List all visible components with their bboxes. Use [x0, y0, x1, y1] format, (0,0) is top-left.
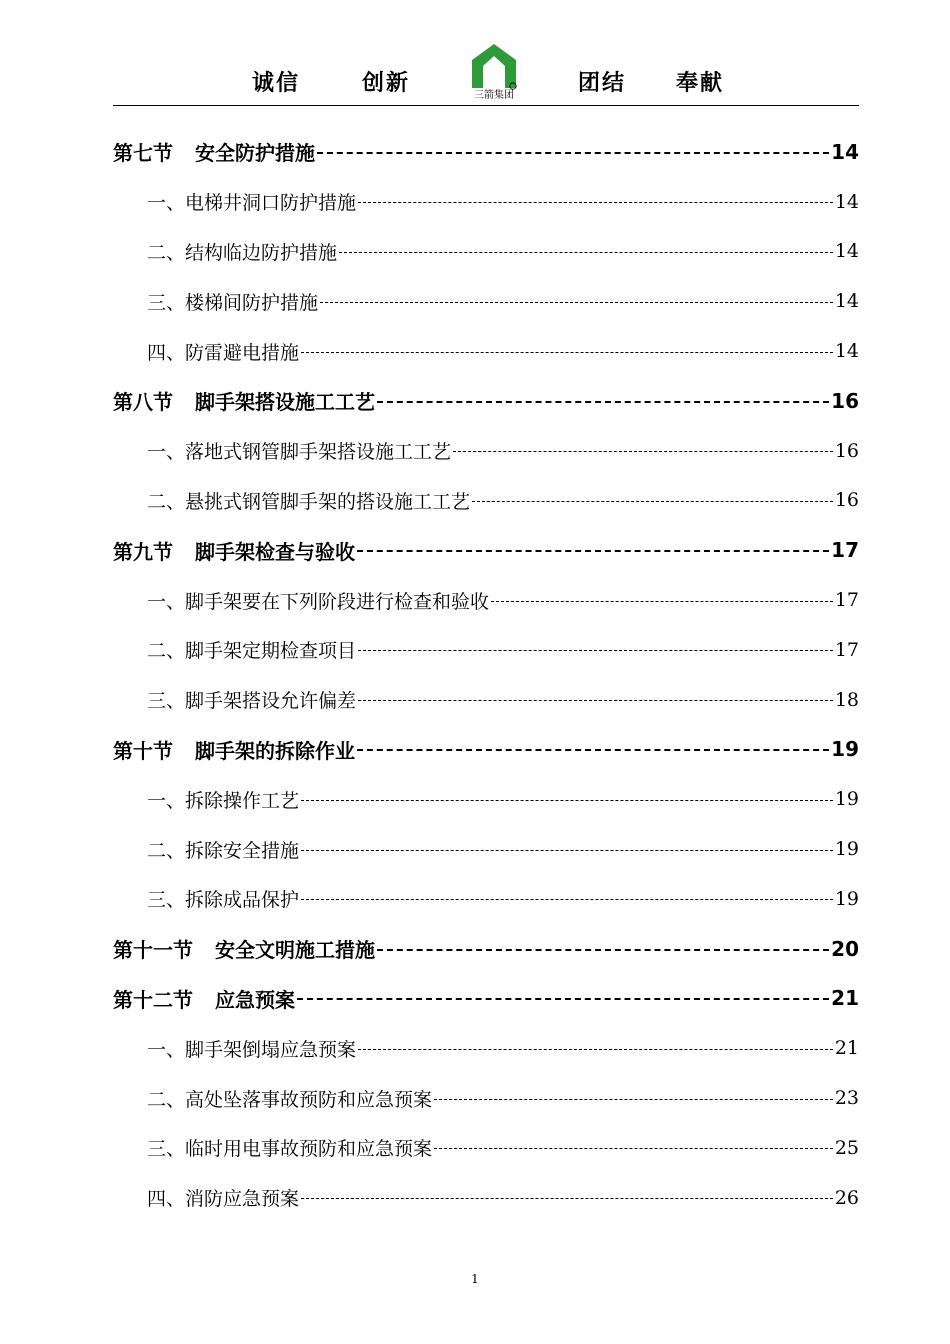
toc-entry-label	[113, 984, 295, 1013]
toc-entry-title: 三、临时用电事故预防和应急预案	[147, 1138, 433, 1161]
toc-page-number: 20	[831, 936, 859, 961]
toc-leader-line	[358, 1049, 833, 1050]
toc-subsection-entry[interactable]	[113, 276, 859, 326]
toc-page-number: 19	[831, 737, 859, 762]
toc-page-number: 21	[831, 986, 859, 1011]
toc-leader-line	[317, 152, 829, 154]
toc-entry-label	[147, 188, 356, 215]
toc-leader-line	[434, 1148, 833, 1149]
toc-entry-label	[113, 934, 375, 963]
toc-subsection-entry[interactable]	[113, 426, 859, 476]
toc-page-number: 21	[834, 1037, 859, 1060]
toc-entry-label	[147, 836, 299, 863]
toc-entry-title: 四、防雷避电措施	[147, 341, 300, 364]
header-divider	[113, 105, 859, 106]
toc-page-number: 16	[834, 489, 859, 512]
toc-entry-title: 三、楼梯间防护措施	[147, 291, 319, 314]
toc-subsection-entry[interactable]	[113, 1123, 859, 1173]
toc-subsection-entry[interactable]	[113, 625, 859, 675]
toc-leader-line	[358, 202, 833, 203]
toc-entry-label	[147, 636, 356, 663]
toc-page-number: 18	[834, 688, 859, 711]
toc-subsection-entry[interactable]	[113, 1073, 859, 1123]
toc-section-entry[interactable]	[113, 376, 859, 426]
toc-page-number: 14	[834, 190, 859, 213]
toc-page-number: 26	[834, 1186, 859, 1209]
toc-entry-title: 二、脚手架定期检查项目	[147, 640, 357, 663]
toc-entry-title: 脚手架的拆除作业	[195, 738, 355, 763]
toc-page-number: 14	[834, 240, 859, 263]
toc-leader-line	[301, 800, 833, 801]
toc-entry-title: 一、脚手架倒塌应急预案	[147, 1038, 357, 1061]
toc-page-number: 16	[831, 388, 859, 413]
page-header	[0, 0, 950, 110]
toc-subsection-entry[interactable]	[113, 774, 859, 824]
toc-page-number: 19	[834, 788, 859, 811]
toc-entry-title: 一、落地式钢管脚手架搭设施工工艺	[147, 441, 452, 464]
toc-section-entry[interactable]	[113, 725, 859, 775]
toc-leader-line	[357, 749, 829, 751]
page-number: 1	[471, 1272, 479, 1286]
toc-entry-label	[147, 686, 356, 713]
toc-section-entry[interactable]	[113, 924, 859, 974]
toc-section-entry[interactable]	[113, 127, 859, 177]
toc-leader-line	[297, 998, 829, 1000]
toc-subsection-entry[interactable]	[113, 476, 859, 526]
toc-section-number: 第八节	[113, 390, 173, 415]
toc-section-entry[interactable]	[113, 974, 859, 1024]
toc-entry-title: 应急预案	[215, 987, 295, 1012]
toc-page-number: 14	[834, 290, 859, 313]
toc-leader-line	[301, 899, 833, 900]
toc-section-number: 第九节	[113, 539, 173, 564]
toc-subsection-entry[interactable]	[113, 177, 859, 227]
toc-entry-label	[147, 288, 318, 315]
toc-entry-label	[147, 786, 299, 813]
toc-entry-label	[147, 437, 451, 464]
toc-leader-line	[453, 451, 833, 452]
toc-leader-line	[320, 302, 833, 303]
toc-entry-label	[113, 536, 355, 565]
toc-entry-title: 一、拆除操作工艺	[147, 789, 300, 812]
toc-page-number: 14	[834, 340, 859, 363]
toc-entry-label	[147, 338, 299, 365]
toc-page-number: 17	[834, 589, 859, 612]
toc-leader-line	[377, 949, 829, 951]
toc-entry-title: 二、高处坠落事故预防和应急预案	[147, 1088, 433, 1111]
toc-leader-line	[301, 1198, 833, 1199]
toc-entry-label	[147, 487, 470, 514]
motto-word-3: 团结	[578, 71, 627, 96]
toc-entry-title: 脚手架搭设施工工艺	[195, 390, 375, 415]
toc-page-number: 17	[831, 538, 859, 563]
motto-word-2: 创新	[362, 71, 411, 96]
toc-leader-line	[358, 700, 833, 701]
toc-page-number: 19	[834, 887, 859, 910]
toc-entry-title: 三、脚手架搭设允许偏差	[147, 690, 357, 713]
toc-entry-label	[147, 587, 489, 614]
toc-entry-title: 一、电梯井洞口防护措施	[147, 192, 357, 215]
toc-leader-line	[434, 1099, 833, 1100]
toc-subsection-entry[interactable]	[113, 824, 859, 874]
toc-entry-title: 脚手架检查与验收	[195, 539, 355, 564]
toc-leader-line	[357, 550, 829, 552]
toc-section-entry[interactable]	[113, 525, 859, 575]
toc-section-number: 第十二节	[113, 987, 193, 1012]
toc-subsection-entry[interactable]	[113, 326, 859, 376]
toc-leader-line	[339, 252, 833, 253]
toc-leader-line	[472, 501, 833, 502]
toc-subsection-entry[interactable]	[113, 227, 859, 277]
toc-page-number: 23	[834, 1087, 859, 1110]
motto-word-4: 奉献	[676, 71, 725, 96]
toc-entry-label	[147, 1035, 356, 1062]
toc-entry-title: 二、悬挑式钢管脚手架的搭设施工工艺	[147, 490, 471, 513]
toc-entry-label	[147, 238, 337, 265]
toc-leader-line	[491, 601, 833, 602]
toc-entry-label	[147, 1085, 432, 1112]
motto-word-1: 诚信	[252, 71, 301, 96]
toc-entry-label	[147, 885, 299, 912]
toc-subsection-entry[interactable]	[113, 1023, 859, 1073]
toc-entry-title: 安全文明施工措施	[215, 938, 375, 963]
toc-entry-title: 四、消防应急预案	[147, 1188, 300, 1211]
toc-page-number: 17	[834, 638, 859, 661]
toc-subsection-entry[interactable]	[113, 675, 859, 725]
table-of-contents	[113, 127, 859, 1223]
toc-section-number: 第七节	[113, 141, 173, 166]
toc-entry-label	[147, 1134, 432, 1161]
company-logo	[469, 42, 519, 102]
toc-subsection-entry[interactable]	[113, 1173, 859, 1223]
toc-entry-label	[113, 137, 315, 166]
toc-entry-title: 三、拆除成品保护	[147, 889, 300, 912]
toc-leader-line	[301, 352, 833, 353]
toc-entry-title: 安全防护措施	[195, 141, 315, 166]
toc-page-number: 16	[834, 439, 859, 462]
toc-page-number: 25	[834, 1136, 859, 1159]
toc-leader-line	[377, 401, 829, 403]
toc-entry-title: 一、脚手架要在下列阶段进行检查和验收	[147, 590, 490, 613]
toc-entry-label	[113, 735, 355, 764]
toc-page-number: 14	[831, 139, 859, 164]
logo-text: 三箭集团	[474, 90, 514, 101]
toc-entry-title: 二、拆除安全措施	[147, 839, 300, 862]
toc-section-number: 第十一节	[113, 938, 193, 963]
toc-entry-label	[113, 386, 375, 415]
toc-entry-title: 二、结构临边防护措施	[147, 241, 338, 264]
toc-section-number: 第十节	[113, 738, 173, 763]
toc-leader-line	[358, 650, 833, 651]
toc-subsection-entry[interactable]	[113, 575, 859, 625]
toc-page-number: 19	[834, 838, 859, 861]
toc-leader-line	[301, 850, 833, 851]
toc-entry-label	[147, 1184, 299, 1211]
house-logo-icon	[469, 42, 519, 90]
toc-subsection-entry[interactable]	[113, 874, 859, 924]
